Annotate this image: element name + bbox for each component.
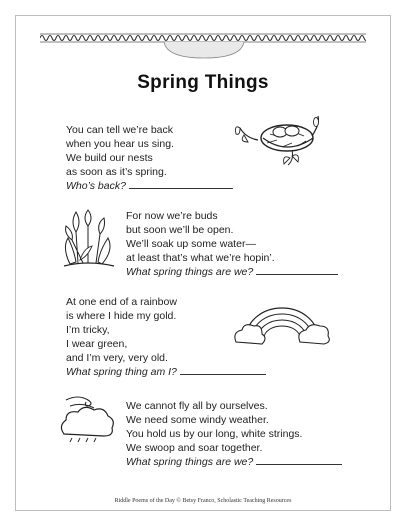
page-title: Spring Things (137, 72, 269, 93)
riddle-question: What spring things are we? (126, 455, 342, 469)
poem-line: You can tell we’re back (66, 124, 174, 136)
poem-line: at least that’s what we’re hopin’. (126, 252, 275, 264)
riddle-question: What spring things are we? (126, 265, 338, 279)
riddle-question: Who’s back? (66, 179, 233, 193)
riddle-1 (66, 123, 233, 193)
answer-blank[interactable] (256, 463, 342, 465)
poem-line: but soon we’ll be open. (126, 224, 234, 236)
bird-nest-icon (232, 110, 324, 166)
answer-blank[interactable] (129, 187, 233, 189)
answer-blank[interactable] (256, 273, 338, 275)
poem-line: I wear green, (66, 338, 128, 350)
poem-line: We need some windy weather. (126, 414, 269, 426)
poem-line: For now we’re buds (126, 210, 218, 222)
windy-cloud-icon (58, 392, 118, 444)
poem-line: as soon as it’s spring. (66, 166, 167, 178)
riddle-2 (126, 209, 338, 279)
rainbow-icon (232, 302, 332, 348)
title-tab (163, 42, 245, 60)
riddle-question: What spring thing am I? (66, 365, 266, 379)
poem-line: when you hear us sing. (66, 138, 174, 150)
wavy-border-line (40, 36, 366, 41)
poem-line: We build our nests (66, 152, 153, 164)
poem-line: We’ll soak up some water— (126, 238, 256, 250)
answer-blank[interactable] (180, 373, 266, 375)
riddle-4 (126, 399, 342, 469)
poem-line: We swoop and soar together. (126, 442, 263, 454)
poem-line: We cannot fly all by ourselves. (126, 400, 268, 412)
poem-line: At one end of a rainbow (66, 296, 177, 308)
poem-line: You hold us by our long, white strings. (126, 428, 303, 440)
copyright-footer: Riddle Poems of the Day © Betsy Franco, Scholastic Teaching Resources (114, 498, 292, 504)
poem-line: I’m tricky, (66, 324, 110, 336)
poem-line: is where I hide my gold. (66, 310, 177, 322)
flower-buds-icon (58, 208, 118, 268)
poem-line: and I’m very, very old. (66, 352, 168, 364)
